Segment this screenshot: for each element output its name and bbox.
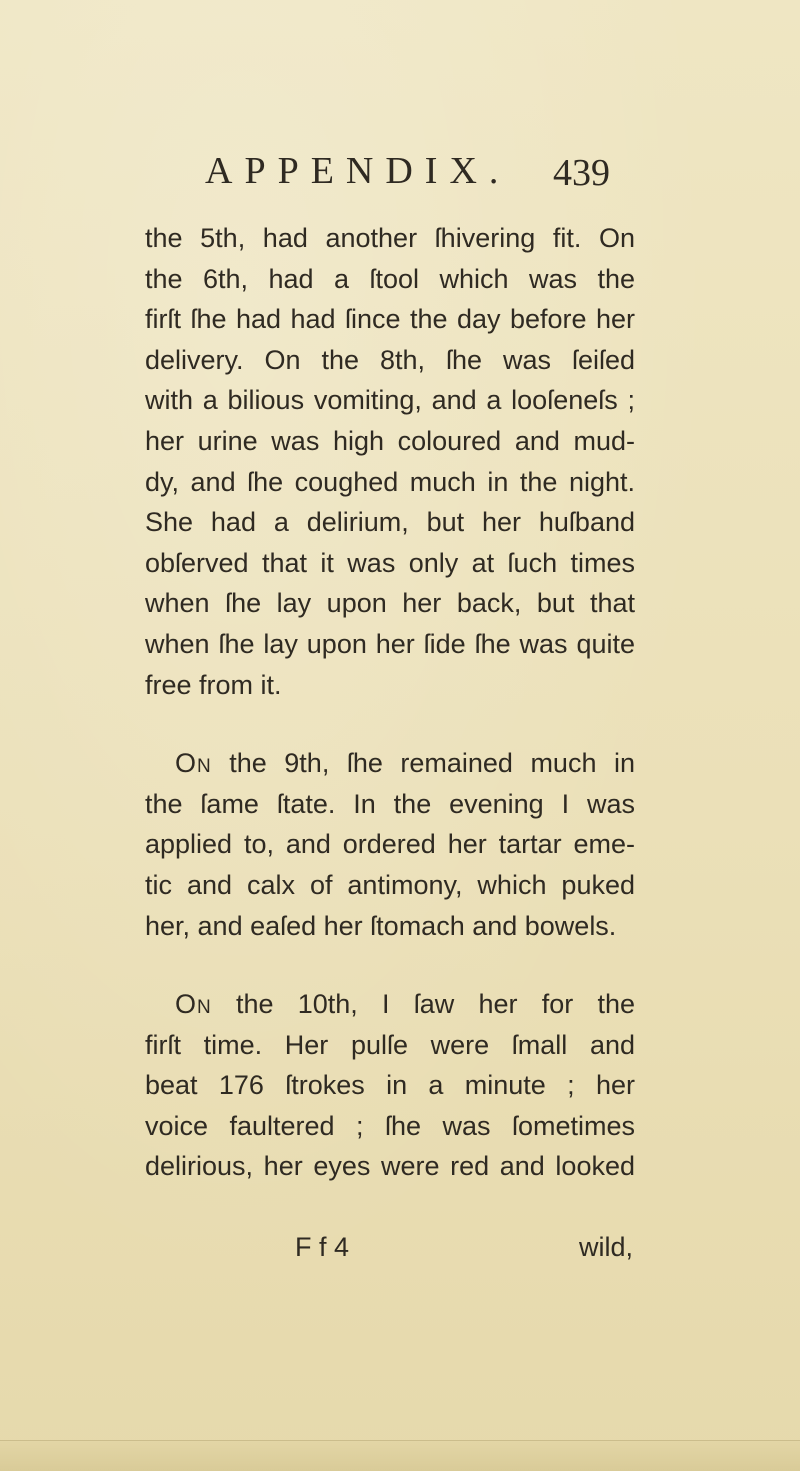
paragraph-3 (145, 984, 635, 1187)
text-line: applied to, and ordered her tartar eme- (145, 829, 635, 860)
page-bottom-edge (0, 1440, 800, 1471)
lead-word: On (175, 989, 212, 1020)
running-head (0, 146, 800, 196)
text-line: firſt ſhe had had ſince the day before her (145, 304, 635, 335)
text-line: obſerved that it was only at ſuch times (145, 547, 635, 578)
text-line: her, and eaſed her ſtomach and bowels. (145, 910, 617, 941)
text-line: dy, and ſhe coughed much in the night. (145, 466, 635, 497)
text-line (145, 984, 635, 1025)
text-line: the 6th, had a ſtool which was the (145, 263, 635, 294)
text-line: delirious, her eyes were red and looked (145, 1151, 635, 1182)
text-line (145, 743, 635, 784)
text-line: when ſhe lay upon her ſide ſhe was quite (145, 628, 635, 659)
lead-word: On (175, 748, 212, 779)
text-line: beat 176 ſtrokes in a minute ; her (145, 1070, 635, 1101)
text-line: free from it. (145, 669, 282, 700)
page-footer (145, 1226, 635, 1268)
paragraph-gap (145, 705, 635, 743)
text-line: with a bilious vomiting, and a looſeneſs ; (145, 385, 635, 416)
text-line: when ſhe lay upon her back, but that (145, 588, 635, 619)
paragraph-gap (145, 946, 635, 984)
text-line: firſt time. Her pulſe were ſmall and (145, 1029, 635, 1060)
line-rest: the 9th, ſhe remained much in (211, 748, 635, 779)
text-line: voice faultered ; ſhe was ſometimes (145, 1110, 635, 1141)
text-line: delivery. On the 8th, ſhe was ſeiſed (145, 344, 635, 375)
text-line: She had a delirium, but her huſband (145, 507, 635, 538)
catchword: wild, (578, 1232, 633, 1262)
signature-mark: F f 4 (295, 1232, 350, 1262)
paragraph-2 (145, 743, 635, 946)
text-line: the ſame ſtate. In the evening I was (145, 788, 635, 819)
body-text (145, 218, 635, 1187)
line-rest: the 10th, I ſaw her for the (211, 989, 635, 1020)
text-line: her urine was high coloured and mud- (145, 425, 635, 456)
text-line: the 5th, had another ſhivering fit. On (145, 223, 635, 253)
paragraph-1 (145, 218, 635, 705)
text-line: tic and calx of antimony, which puked (145, 869, 635, 900)
running-title: APPENDIX. (205, 150, 511, 192)
page-number: 439 (553, 152, 610, 194)
